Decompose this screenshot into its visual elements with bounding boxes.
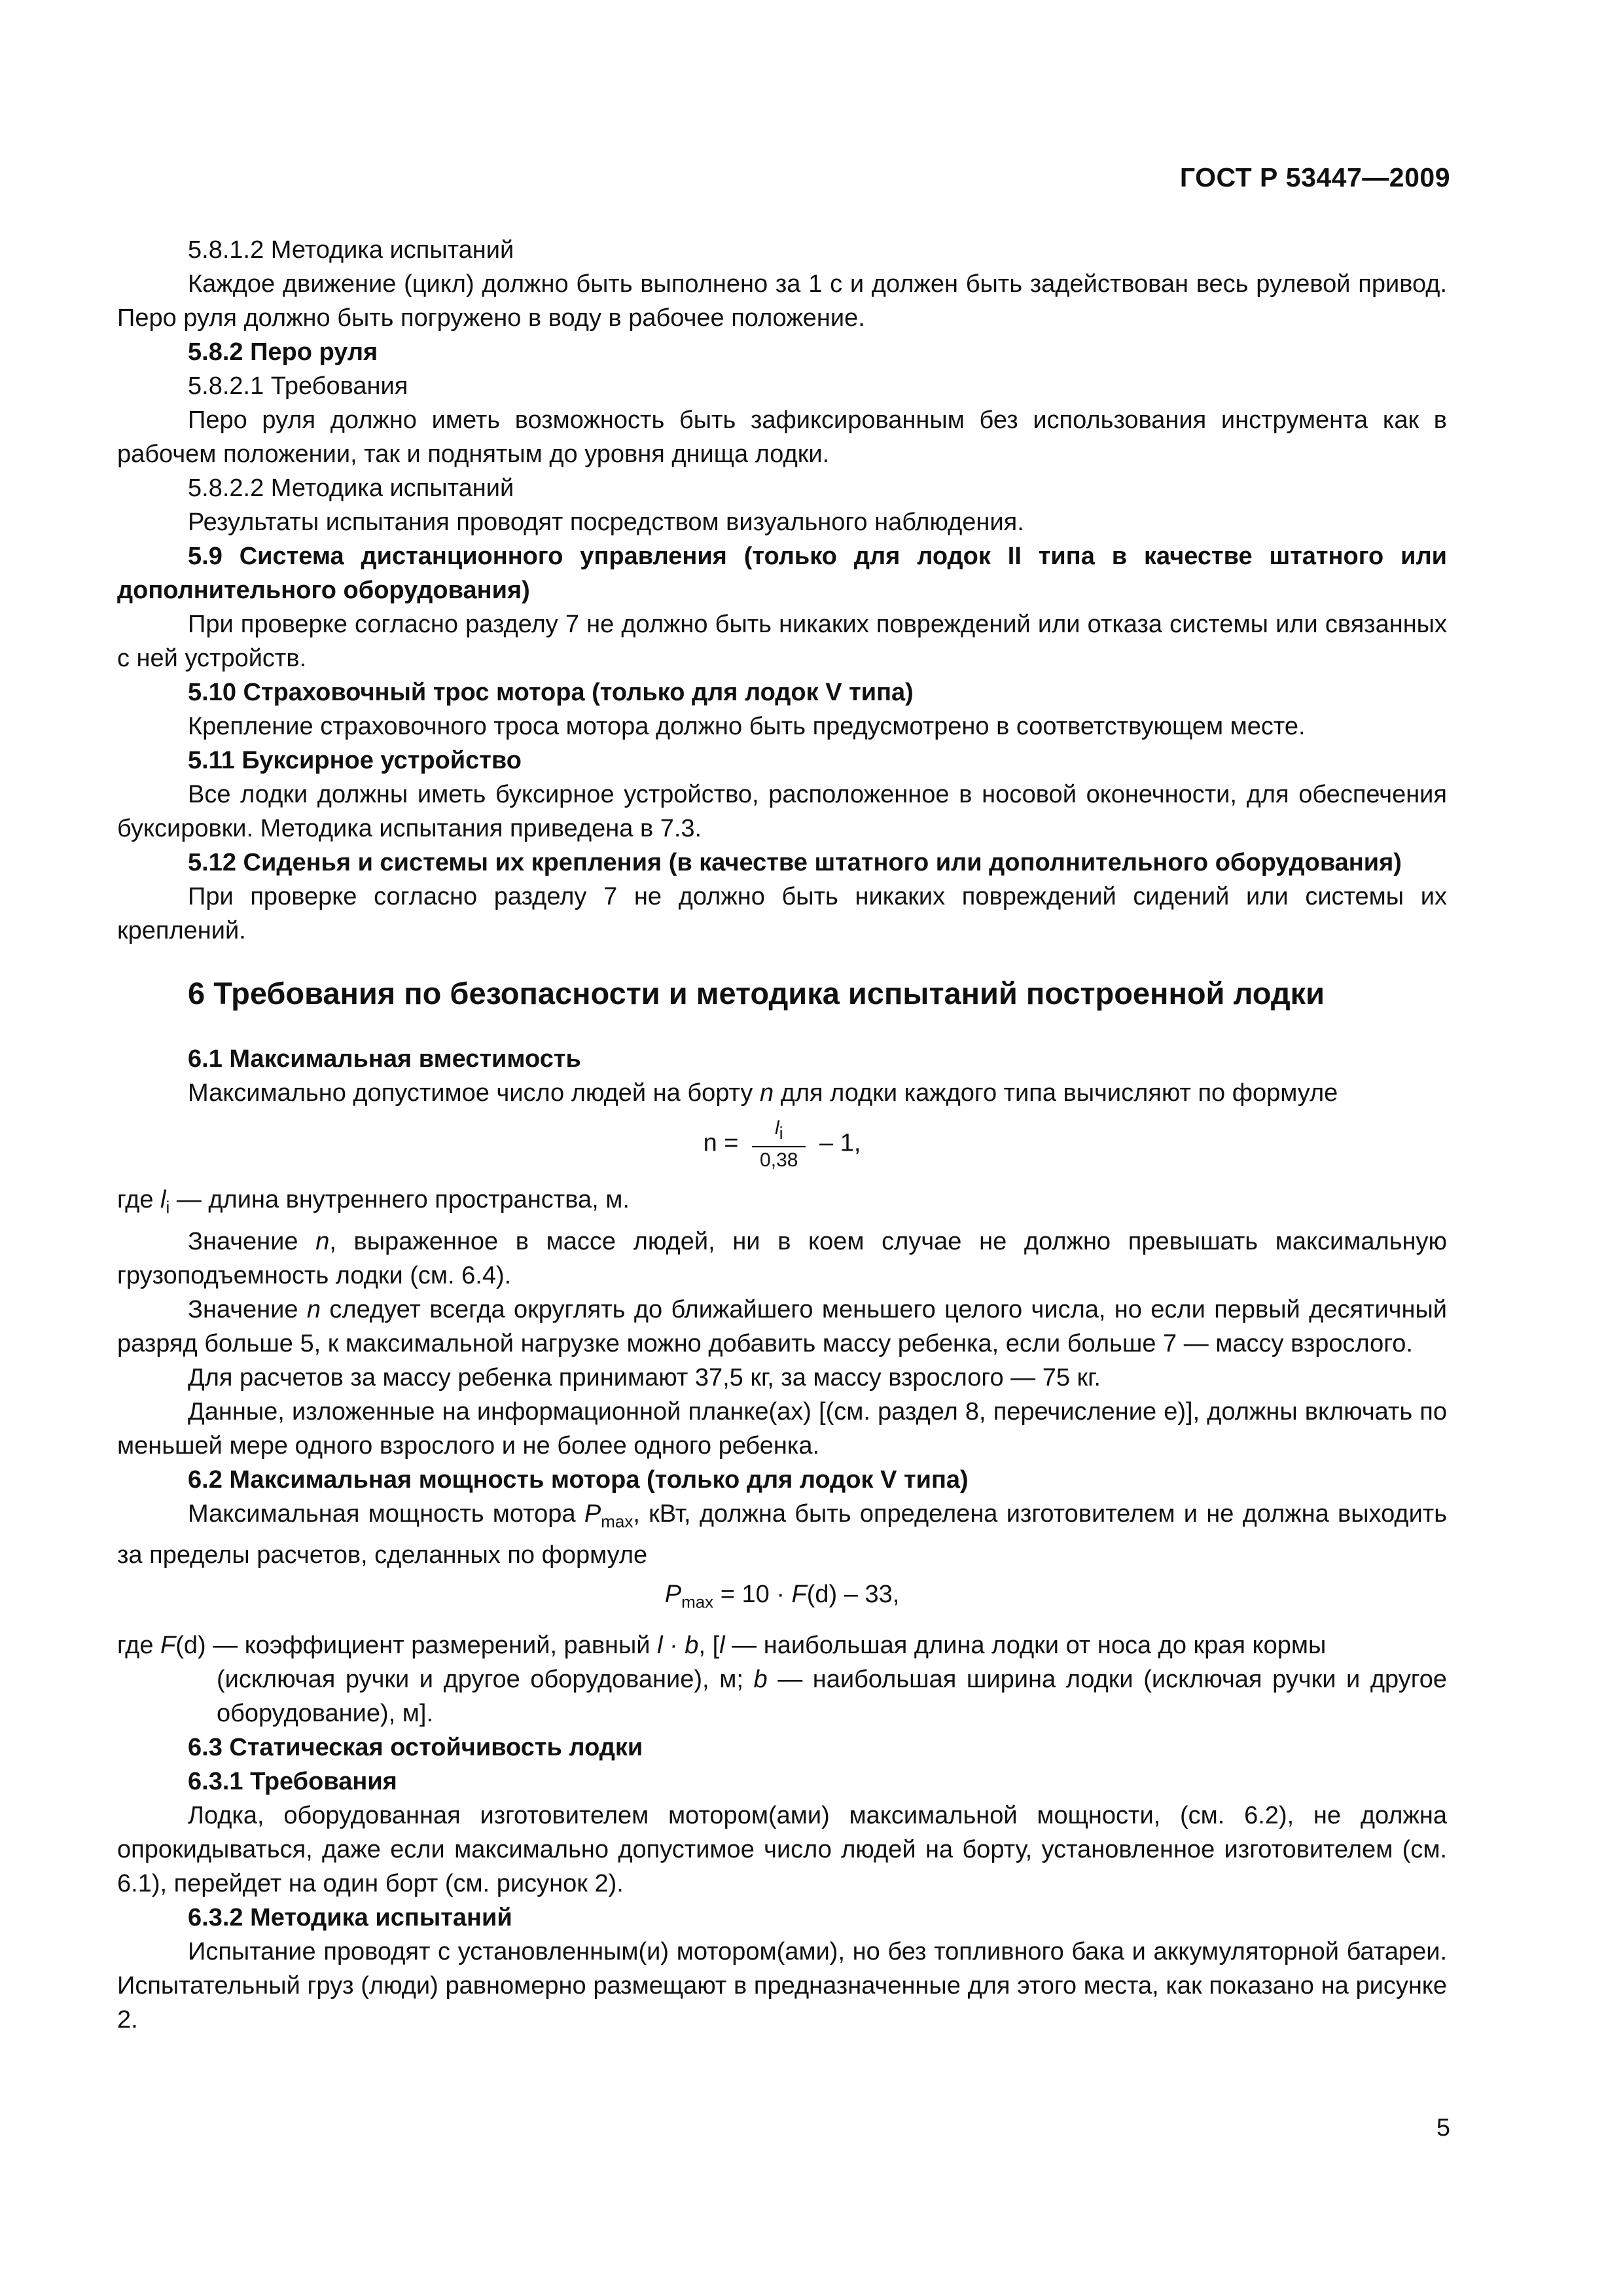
paragraph xyxy=(117,1225,1447,1293)
section-heading: 5.11 Буксирное устройство xyxy=(188,747,522,774)
paragraph: 5.8.2.2 Методика испытаний xyxy=(188,475,514,502)
formula-legend-continuation xyxy=(117,1662,1447,1731)
variable: P xyxy=(664,1581,682,1609)
fraction xyxy=(752,1115,806,1174)
formula-power xyxy=(117,1577,1447,1619)
section-heading: 5.8.2 Перо руля xyxy=(188,338,378,366)
paragraph xyxy=(117,1293,1447,1361)
variable: P xyxy=(584,1499,601,1528)
text-run: где xyxy=(117,1631,161,1659)
paragraph: Крепление страховочного троса мотора должно быть предусмотрено в соответствующем месте. xyxy=(188,713,1306,740)
standard-number: ГОСТ Р 53447—2009 xyxy=(1179,162,1450,192)
formula-legend xyxy=(117,1183,1447,1225)
subscript: i xyxy=(166,1197,170,1217)
text-run: Максимально допустимое число людей на борту xyxy=(188,1079,760,1107)
paragraph: При проверке согласно разделу 7 не должно быть никаких повреждений сидений или системы их креплений. xyxy=(117,883,1447,944)
variable: l xyxy=(719,1631,725,1659)
variable: l xyxy=(160,1186,166,1213)
text-run: , кВт, должна быть определена изготовителем и не должна выходить за пределы расчетов, сделанных по формуле xyxy=(117,1499,1447,1570)
section-heading: 6.2 Максимальная мощность мотора (только для лодок V типа) xyxy=(188,1465,969,1494)
text-run: , [ xyxy=(698,1631,720,1659)
formula-legend xyxy=(117,1628,1447,1662)
variable: F xyxy=(160,1631,176,1659)
variable: l · b xyxy=(657,1631,699,1659)
paragraph: Все лодки должны иметь буксирное устройство, расположенное в носовой оконечности, для обеспечения буксировки. Методика испытания приведена в 7.3. xyxy=(117,781,1447,842)
text-run: (d) – 33, xyxy=(806,1581,900,1609)
text-run: для лодки каждого типа вычисляют по формуле xyxy=(774,1079,1338,1107)
variable: F xyxy=(791,1581,807,1609)
chapter-heading: 6 Требования по безопасности и методика испытаний построенной лодки xyxy=(188,976,1325,1011)
paragraph: При проверке согласно разделу 7 не должно быть никаких повреждений или отказа системы или связанных с ней устройств. xyxy=(117,611,1447,672)
formula-rhs: – 1, xyxy=(819,1129,861,1157)
section-heading: 5.10 Страховочный трос мотора (только для лодок V типа) xyxy=(188,679,914,706)
subscript: max xyxy=(601,1511,633,1532)
variable: n xyxy=(315,1227,330,1255)
page-content xyxy=(117,233,1447,2037)
subscript: max xyxy=(681,1592,714,1612)
text-run: где xyxy=(117,1186,161,1213)
section-heading: 6.3 Статическая остойчивость лодки xyxy=(188,1733,643,1761)
paragraph: Перо руля должно иметь возможность быть зафиксированным без использования инструмента как в рабочем положении, так и поднятым до уровня днища лодки. xyxy=(117,406,1447,468)
paragraph: Для расчетов за массу ребенка принимают 37,5 кг, за массу взрослого — 75 кг. xyxy=(188,1363,1101,1391)
text-run: Значение xyxy=(188,1227,316,1255)
paragraph: 5.8.2.1 Требования xyxy=(188,372,408,400)
text-run: Значение xyxy=(188,1295,307,1323)
paragraph: Каждое движение (цикл) должно быть выполнено за 1 с и должен быть задействован весь рулевой привод. Перо руля должно быть погружено в воду в рабочее положение. xyxy=(117,270,1447,332)
subscript: i xyxy=(779,1123,783,1143)
paragraph: Данные, изложенные на информационной планке(ах) [(см. раздел 8, перечисление е)], должны включать по меньшей мере одного взрослого и не более одного ребенка. xyxy=(117,1397,1447,1460)
paragraph: 5.8.1.2 Методика испытаний xyxy=(188,236,514,264)
page-number: 5 xyxy=(1436,2114,1450,2142)
section-heading: 6.3.1 Требования xyxy=(188,1767,397,1795)
text-run: = 10 · xyxy=(713,1581,792,1609)
section-heading: 6.3.2 Методика испытаний xyxy=(188,1903,512,1931)
text-run: — наибольшая ширина лодки (исключая ручки и другое оборудование), м]. xyxy=(217,1665,1448,1727)
paragraph xyxy=(117,1497,1447,1573)
paragraph: Испытание проводят с установленным(и) мотором(ами), но без топливного бака и аккумуляторной батареи. Испытательный груз (люди) равномерно размещают в предназначенные для этого места, как показано на рисунке 2. xyxy=(117,1937,1447,2034)
text-run: (d) — коэффициент размерений, равный xyxy=(175,1631,658,1659)
formula-capacity xyxy=(117,1115,1447,1174)
formula-lhs: n = xyxy=(703,1129,739,1157)
text-run: следует всегда округлять до ближайшего меньшего целого числа, но если первый десятичный разряд больше 5, к максимальной нагрузке можно добавить массу ребенка, если больше 7 — массу взрослого. xyxy=(117,1295,1447,1357)
text-run: , выраженное в массе людей, ни в коем случае не должно превышать максимальную грузоподъемность лодки (см. 6.4). xyxy=(117,1227,1447,1289)
variable: l xyxy=(775,1117,779,1139)
fraction-denominator: 0,38 xyxy=(760,1149,798,1171)
paragraph: Результаты испытания проводят посредством визуального наблюдения. xyxy=(188,509,1024,536)
section-heading: 5.9 Система дистанционного управления (только для лодок II типа в качестве штатного или дополнительного оборудования) xyxy=(117,543,1447,604)
section-heading: 6.1 Максимальная вместимость xyxy=(188,1045,581,1073)
fraction-numerator xyxy=(767,1115,791,1146)
text-run: Максимальная мощность мотора xyxy=(188,1499,584,1528)
variable: n xyxy=(759,1079,774,1107)
text-run: (исключая ручки и другое оборудование), м; xyxy=(217,1665,754,1693)
text-run: — наибольшая длина лодки от носа до края кормы xyxy=(724,1631,1327,1659)
paragraph: Лодка, оборудованная изготовителем мотором(ами) максимальной мощности, (см. 6.2), не должна опрокидываться, даже если максимально допустимое число людей на борту, установленное изготовителем (см. 6.1), перейдет на один борт (см. рисунок 2). xyxy=(117,1801,1447,1897)
text-run: — длина внутреннего пространства, м. xyxy=(169,1186,630,1213)
variable: b xyxy=(753,1665,768,1693)
variable: n xyxy=(306,1295,321,1323)
paragraph xyxy=(117,1076,1447,1110)
section-heading: 5.12 Сиденья и системы их крепления (в качестве штатного или дополнительного оборудования) xyxy=(188,849,1402,876)
